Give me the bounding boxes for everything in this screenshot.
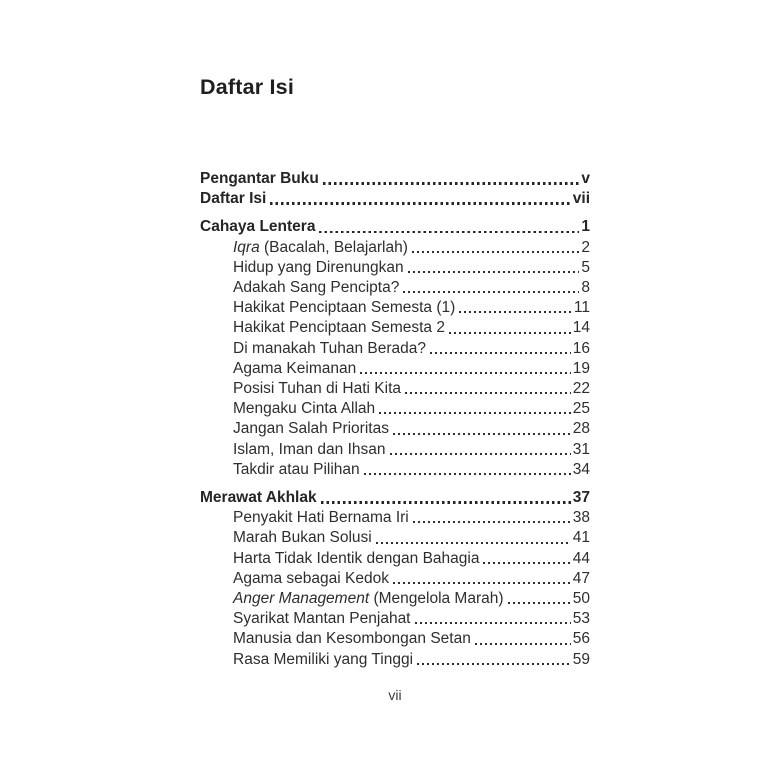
toc-leader-dots [360, 372, 571, 374]
toc-entry-label: Syarikat Mantan Penjahat [233, 610, 411, 628]
toc-entry-label: Posisi Tuhan di Hati Kita [233, 380, 402, 398]
toc-leader-dots [321, 501, 571, 504]
toc-leader-dots [403, 291, 579, 293]
toc-page-number: 59 [572, 650, 590, 668]
toc-leader-dots [449, 332, 571, 334]
toc-page-number: 8 [581, 279, 590, 297]
toc-leader-dots [270, 202, 570, 205]
toc-page-number: 41 [572, 529, 590, 547]
toc-row [200, 359, 590, 379]
toc-leader-dots [323, 182, 580, 185]
toc-page-number: 50 [572, 590, 590, 608]
toc-page-number: 16 [572, 339, 590, 357]
toc-page-number: vii [572, 190, 590, 208]
toc-entry-label: Merawat Akhlak [200, 489, 317, 507]
toc-leader-dots [393, 433, 571, 435]
toc-entry-label: Pengantar Buku [200, 170, 319, 187]
toc-leader-dots [417, 663, 571, 665]
toc-entry-label: Agama sebagai Kedok [233, 569, 389, 587]
toc-entry-label: Islam, Iman dan Ihsan [233, 440, 386, 458]
toc-entry-label: Penyakit Hati Bernama Iri [233, 509, 409, 527]
footer-page-number: vii [388, 687, 402, 703]
toc-leader-dots [405, 392, 571, 394]
page-title: Daftar Isi [200, 75, 295, 100]
toc-row [200, 528, 590, 548]
toc-page-number: 28 [572, 420, 590, 438]
toc-leader-dots [364, 473, 571, 475]
toc-row [200, 379, 590, 399]
toc-page-number: 31 [572, 440, 590, 458]
toc-entry-label: Agama Keimanan [233, 359, 357, 377]
toc-page-number: 1 [581, 218, 590, 236]
toc-entry-label: Takdir atau Pilihan [233, 460, 360, 478]
toc-row [200, 339, 590, 359]
toc-leader-dots [413, 521, 571, 523]
toc-row [200, 238, 590, 258]
toc-page-number: 44 [572, 549, 590, 567]
toc-entry-label: Harta Tidak Identik dengan Bahagia [233, 549, 480, 567]
toc-row [200, 508, 590, 528]
toc-leader-dots [390, 453, 571, 455]
toc-leader-dots [319, 231, 579, 234]
toc-page-number: v [581, 170, 590, 187]
toc-page-number: 5 [581, 258, 590, 276]
toc-leader-dots [459, 311, 572, 313]
toc-row [200, 258, 590, 278]
toc-page-number: 34 [572, 460, 590, 478]
toc-leader-dots [430, 352, 571, 354]
toc-page-number: 37 [572, 489, 590, 507]
toc-row [200, 629, 590, 649]
toc-row [200, 460, 590, 480]
toc-row [200, 399, 590, 419]
toc-row [200, 419, 590, 439]
toc-entry-label: Jangan Salah Prioritas [233, 420, 389, 438]
toc-row [200, 217, 590, 237]
toc-leader-dots [379, 412, 571, 414]
toc-entry-label: Hakikat Penciptaan Semesta (1) [233, 299, 456, 317]
toc-entry-label: Manusia dan Kesombongan Setan [233, 630, 471, 648]
toc-page-number: 19 [572, 359, 590, 377]
toc-page-number: 2 [581, 238, 590, 256]
toc-entry-label: Daftar Isi [200, 190, 267, 208]
toc-entry-label: Rasa Memiliki yang Tinggi [233, 650, 414, 668]
toc-row [200, 278, 590, 298]
toc-page-number: 38 [572, 509, 590, 527]
toc-row [200, 589, 590, 609]
toc-entry-label: Di manakah Tuhan Berada? [233, 339, 427, 357]
toc-leader-dots [376, 542, 571, 544]
toc-leader-dots [412, 251, 579, 253]
toc-row [200, 549, 590, 569]
toc-row [200, 569, 590, 589]
toc-entry-label: Hidup yang Direnungkan [233, 258, 404, 276]
toc-entry-label: Mengaku Cinta Allah [233, 400, 376, 418]
toc-page-number: 14 [572, 319, 590, 337]
toc-row [200, 650, 590, 670]
toc-entry-label: Marah Bukan Solusi [233, 529, 372, 547]
toc-page-number: 22 [572, 380, 590, 398]
toc-row [200, 318, 590, 338]
toc-leader-dots [393, 582, 571, 584]
toc-row [200, 440, 590, 460]
toc-row [200, 169, 590, 189]
toc-entry-label: Cahaya Lentera [200, 218, 316, 236]
toc-entry-label: Hakikat Penciptaan Semesta 2 [233, 319, 445, 337]
toc-row [200, 609, 590, 629]
toc-leader-dots [475, 643, 571, 645]
toc-page-number: 25 [572, 400, 590, 418]
toc-row [200, 189, 590, 209]
toc-page-number: 11 [573, 299, 590, 317]
toc-entry-label: Anger Management (Mengelola Marah) [233, 590, 504, 608]
toc-page-number: 47 [572, 569, 590, 587]
toc-leader-dots [483, 562, 570, 564]
table-of-contents [200, 169, 590, 670]
toc-page-number: 53 [572, 610, 590, 628]
toc-leader-dots [415, 622, 571, 624]
toc-leader-dots [408, 271, 580, 273]
toc-entry-label: Adakah Sang Pencipta? [233, 279, 400, 297]
toc-entry-label: Iqra (Bacalah, Belajarlah) [233, 238, 408, 256]
toc-leader-dots [508, 602, 571, 604]
toc-page-number: 56 [572, 630, 590, 648]
toc-row [200, 488, 590, 508]
toc-row [200, 298, 590, 318]
